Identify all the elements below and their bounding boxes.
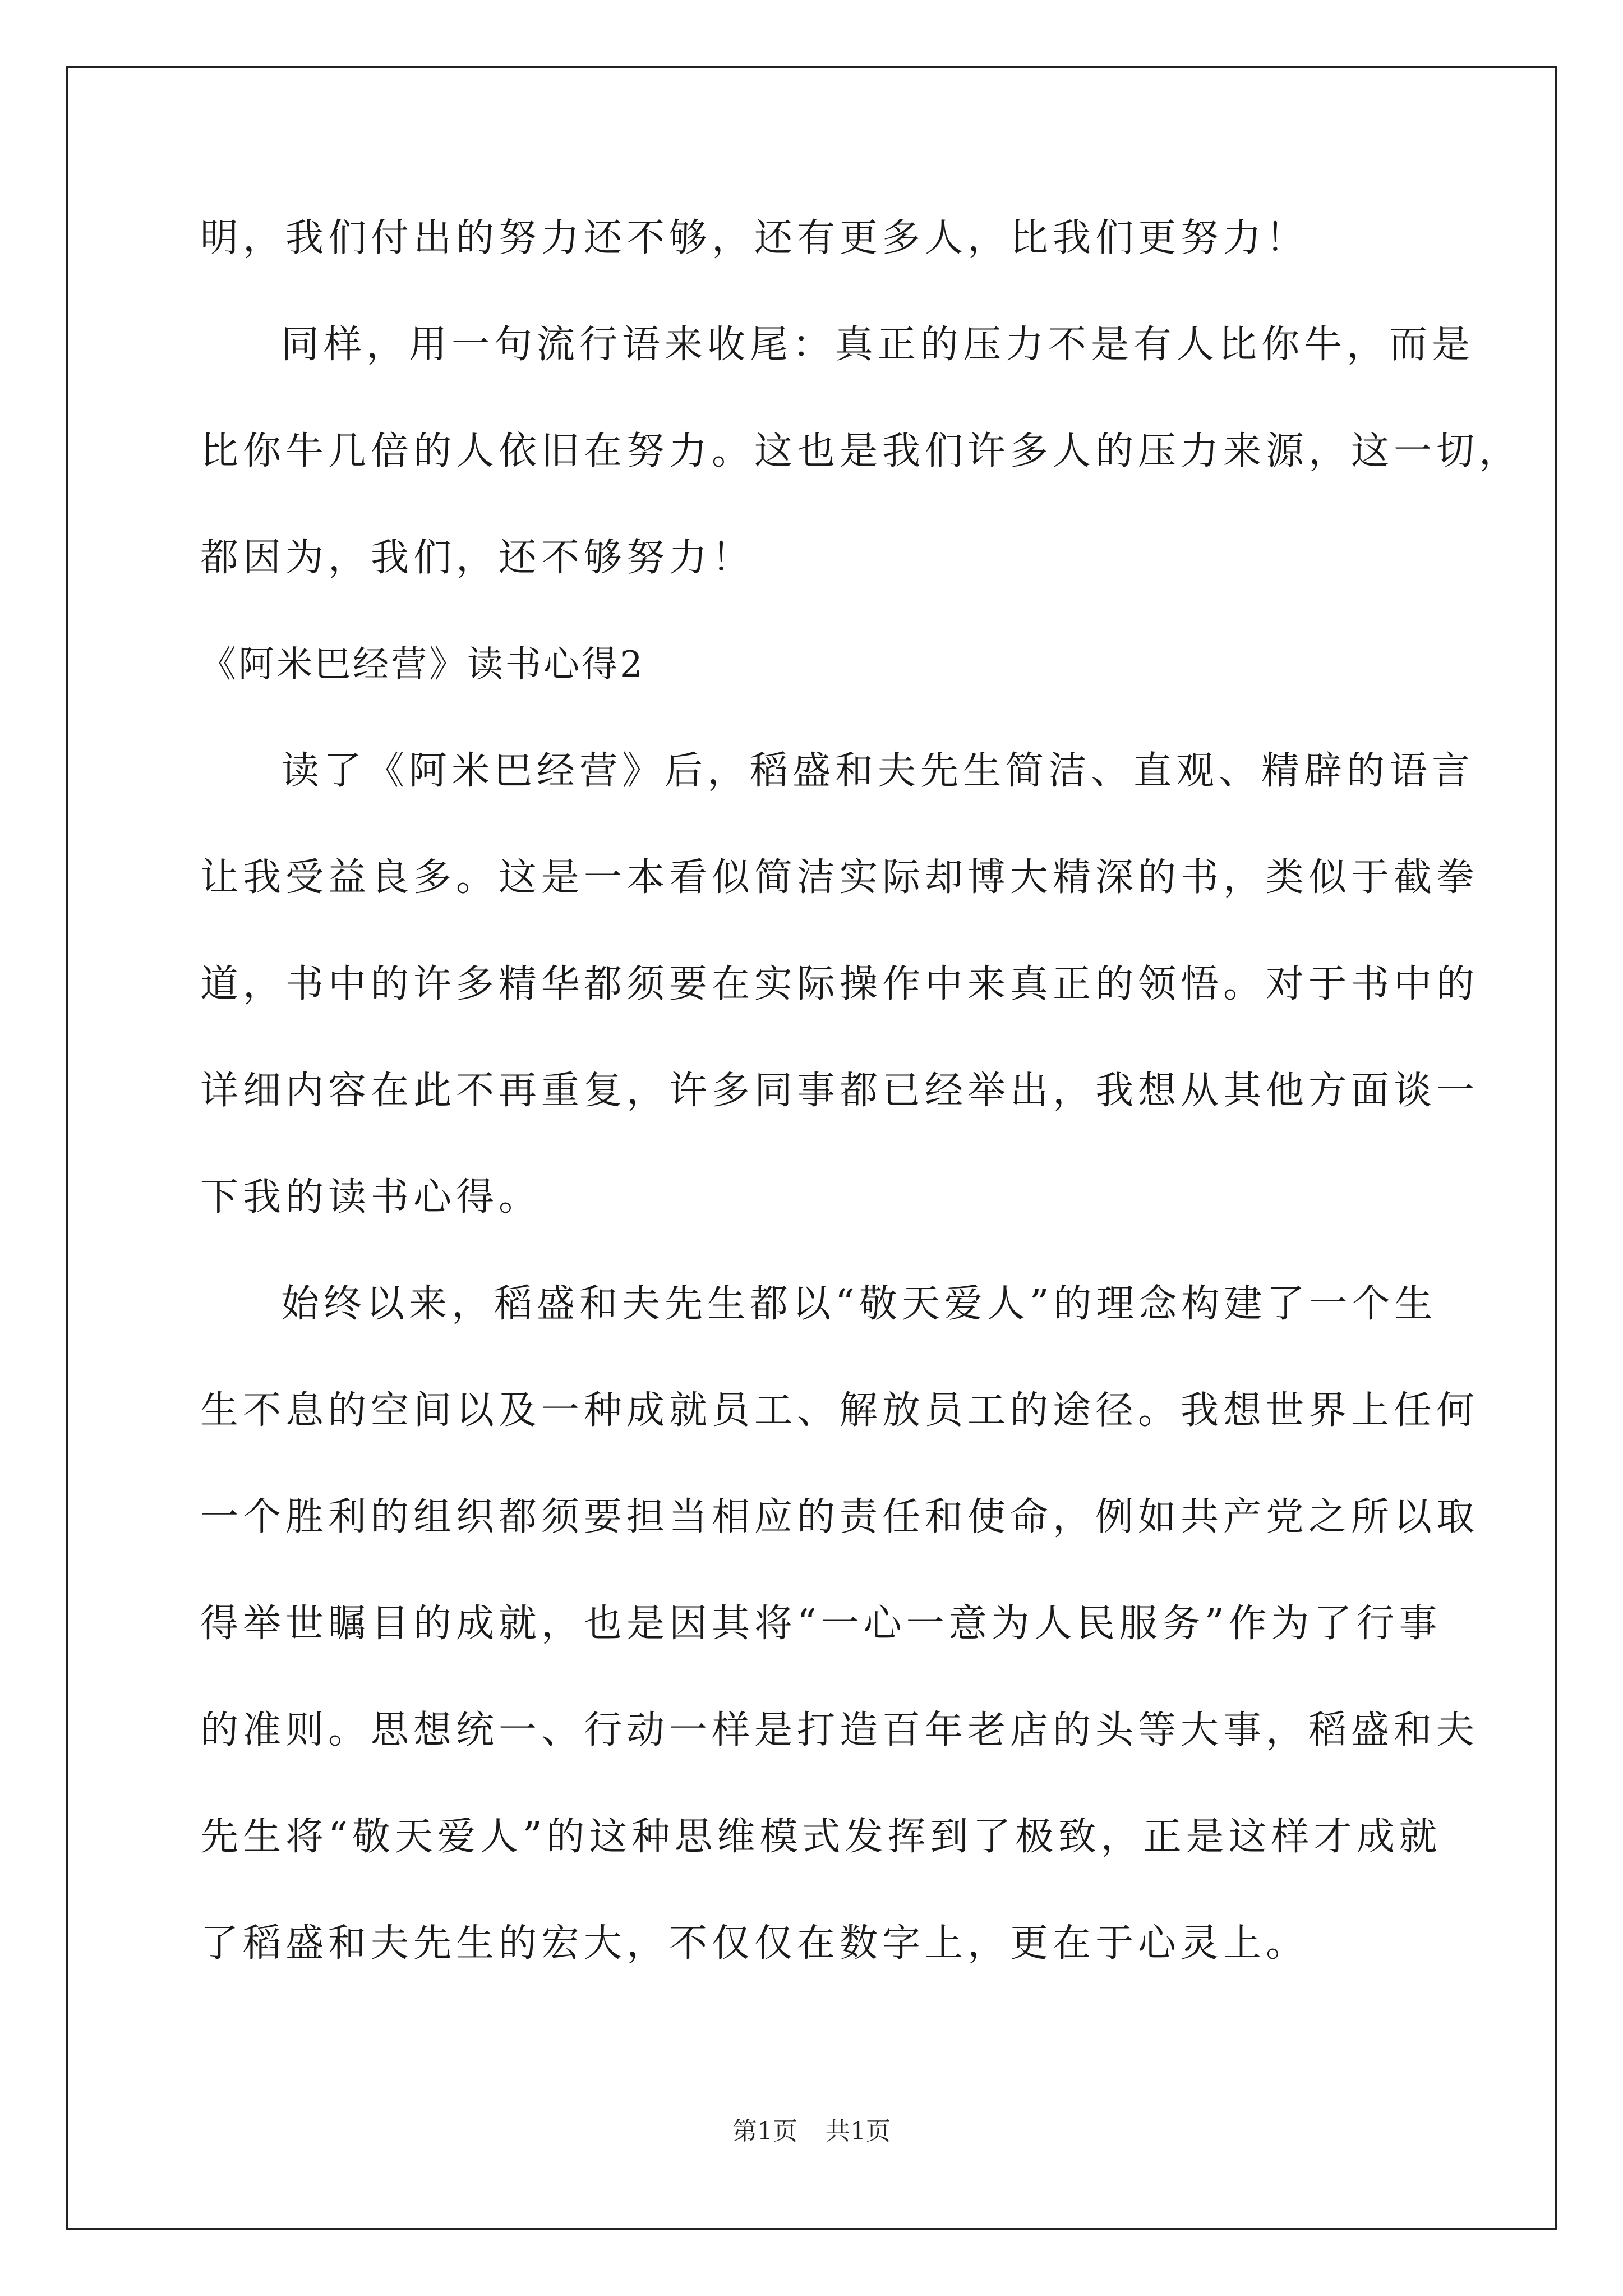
text-line: 的准则。思想统一、行动一样是打造百年老店的头等大事，稻盛和夫 xyxy=(200,1708,1479,1752)
text-line: 明，我们付出的努力还不够，还有更多人，比我们更努力！ xyxy=(200,216,1309,260)
text-line: 道，书中的许多精华都须要在实际操作中来真正的领悟。对于书中的 xyxy=(200,962,1479,1006)
document-body xyxy=(200,208,1522,2019)
text-line: 得举世瞩目的成就，也是因其将“一心一意为人民服务”作为了行事 xyxy=(200,1602,1442,1646)
page-footer xyxy=(0,2115,1623,2148)
section-title: 《阿米巴经营》读书心得2 xyxy=(200,644,645,685)
text-line: 生不息的空间以及一种成就员工、解放员工的途径。我想世界上任何 xyxy=(200,1388,1479,1433)
text-line: 读了《阿米巴经营》后，稻盛和夫先生简洁、直观、精辟的语言 xyxy=(281,749,1475,793)
text-line: 了稻盛和夫先生的宏大，不仅仅在数字上，更在于心灵上。 xyxy=(200,1921,1309,1966)
text-line: 比你牛几倍的人依旧在努力。这也是我们许多人的压力来源，这一切， xyxy=(200,429,1522,473)
page-total: 共1页 xyxy=(826,2117,891,2146)
page-number: 第1页 xyxy=(732,2117,797,2146)
text-line: 详细内容在此不再重复，许多同事都已经举出，我想从其他方面谈一 xyxy=(200,1069,1479,1113)
text-line: 一个胜利的组织都须要担当相应的责任和使命，例如共产党之所以取 xyxy=(200,1495,1479,1539)
text-line: 始终以来，稻盛和夫先生都以“敬天爱人”的理念构建了一个生 xyxy=(281,1282,1437,1326)
text-line: 都因为，我们，还不够努力！ xyxy=(200,536,755,580)
text-line: 同样，用一句流行语来收尾：真正的压力不是有人比你牛，而是 xyxy=(281,323,1475,367)
text-line: 下我的读书心得。 xyxy=(200,1175,542,1220)
text-line: 先生将“敬天爱人”的这种思维模式发挥到了极致，正是这样才成就 xyxy=(200,1815,1442,1859)
text-line: 让我受益良多。这是一本看似简洁实际却博大精深的书，类似于截拳 xyxy=(200,855,1479,900)
